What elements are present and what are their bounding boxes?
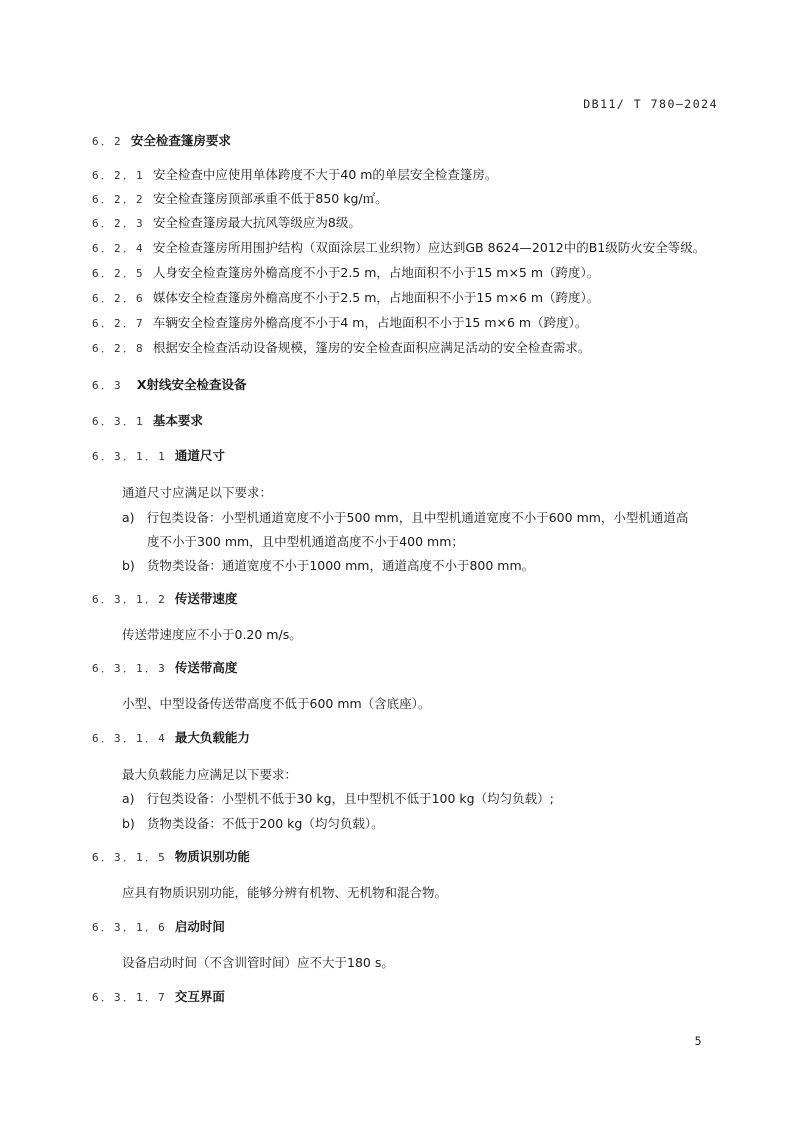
clause-text: 安全检查篷房顶部承重不低于850 kg/㎡。 — [152, 191, 388, 206]
section-heading-6-3-1 — [92, 412, 203, 431]
clause-6-2-8 — [92, 339, 590, 358]
section-number: 6．3．1．2 — [92, 593, 167, 606]
section-title: 最大负载能力 — [174, 730, 250, 745]
section-title: 交互界面 — [174, 989, 225, 1004]
document-code: DB11/ T 780—2024 — [583, 97, 718, 111]
section-heading-6-3-1-5 — [92, 848, 250, 867]
clause-number: 6．2．8 — [92, 342, 145, 355]
clause-text: 车辆安全检查篷房外檐高度不小于4 m，占地面积不小于15 m×6 m（跨度）。 — [152, 315, 588, 330]
list-text: 货物类设备：不低于200 kg（均匀负载）。 — [146, 816, 384, 831]
list-item-b — [122, 815, 384, 833]
section-number: 6．3．1．4 — [92, 732, 167, 745]
clause-6-2-1 — [92, 166, 497, 185]
list-item-b — [122, 557, 534, 575]
section-heading-6-3-1-3 — [92, 659, 237, 678]
list-marker: a) — [122, 510, 135, 525]
clause-6-2-5 — [92, 264, 599, 283]
clause-text: 媒体安全检查篷房外檐高度不小于2.5 m，占地面积不小于15 m×6 m（跨度）。 — [152, 290, 600, 305]
section-number: 6．2 — [92, 135, 123, 148]
clause-6-2-6 — [92, 289, 599, 308]
page-number: 5 — [694, 1034, 703, 1048]
clause-number: 6．2．1 — [92, 169, 145, 182]
section-number: 6．3．1 — [92, 415, 145, 428]
section-title: 安全检查篷房要求 — [130, 133, 231, 148]
paragraph: 最大负载能力应满足以下要求： — [122, 767, 298, 782]
section-title: 传送带高度 — [174, 660, 238, 675]
clause-number: 6．2．3 — [92, 217, 145, 230]
section-number: 6．3 — [92, 379, 123, 392]
clause-number: 6．2．6 — [92, 292, 145, 305]
list-marker: a) — [122, 791, 135, 806]
clause-number: 6．2．2 — [92, 193, 145, 206]
clause-6-2-3 — [92, 214, 361, 233]
section-title: 传送带速度 — [174, 591, 238, 606]
section-heading-6-3-1-1 — [92, 447, 225, 466]
list-text: 行包类设备：小型机通道宽度不小于500 mm，且中型机通道宽度不小于600 mm，小型机通道高 — [146, 510, 689, 525]
clause-number: 6．2．7 — [92, 317, 145, 330]
list-marker: b) — [122, 558, 135, 573]
list-item-a — [122, 790, 554, 808]
list-text: 货物类设备：通道宽度不小于1000 mm，通道高度不小于800 mm。 — [146, 558, 535, 573]
section-heading-6-3-1-6 — [92, 918, 225, 937]
paragraph: 设备启动时间（不含训管时间）应不大于180 s。 — [122, 955, 394, 970]
section-heading-6-3-1-7 — [92, 988, 225, 1007]
section-number: 6．3．1．7 — [92, 991, 167, 1004]
section-title: 启动时间 — [174, 919, 225, 934]
paragraph: 应具有物质识别功能，能够分辨有机物、无机物和混合物。 — [122, 885, 448, 900]
list-text: 行包类设备：小型机不低于30 kg，且中型机不低于100 kg（均匀负载）; — [146, 791, 554, 806]
list-item-a-continuation: 度不小于300 mm，且中型机通道高度不小于400 mm； — [147, 534, 464, 549]
paragraph: 通道尺寸应满足以下要求： — [122, 485, 273, 500]
clause-text: 人身安全检查篷房外檐高度不小于2.5 m，占地面积不小于15 m×5 m（跨度）。 — [152, 265, 600, 280]
clause-number: 6．2．5 — [92, 267, 145, 280]
section-title: 基本要求 — [152, 413, 203, 428]
list-marker: b) — [122, 816, 135, 831]
clause-number: 6．2．4 — [92, 242, 145, 255]
clause-text: 根据安全检查活动设备规模，篷房的安全检查面积应满足活动的安全检查需求。 — [152, 340, 591, 355]
paragraph: 小型、中型设备传送带高度不低于600 mm（含底座）。 — [122, 696, 431, 711]
section-title: 通道尺寸 — [174, 448, 225, 463]
section-heading-6-3-1-2 — [92, 590, 237, 609]
clause-text: 安全检查篷房所用围护结构（双面涂层工业织物）应达到GB 8624—2012中的B1级防火安全等级。 — [152, 240, 706, 255]
section-heading-6-3 — [92, 376, 247, 395]
section-title: X射线安全检查设备 — [136, 377, 247, 392]
section-heading-6-2 — [92, 132, 231, 151]
clause-text: 安全检查中应使用单体跨度不大于40 m的单层安全检查篷房。 — [152, 167, 498, 182]
section-number: 6．3．1．1 — [92, 450, 167, 463]
section-number: 6．3．1．5 — [92, 851, 167, 864]
section-number: 6．3．1．6 — [92, 921, 167, 934]
section-number: 6．3．1．3 — [92, 662, 167, 675]
section-heading-6-3-1-4 — [92, 729, 250, 748]
paragraph: 传送带速度应不小于0.20 m/s。 — [122, 627, 302, 642]
list-item-a — [122, 509, 688, 527]
clause-text: 安全检查篷房最大抗风等级应为8级。 — [152, 215, 361, 230]
clause-6-2-4 — [92, 239, 705, 258]
clause-6-2-2 — [92, 190, 388, 209]
section-title: 物质识别功能 — [174, 849, 250, 864]
clause-6-2-7 — [92, 314, 587, 333]
